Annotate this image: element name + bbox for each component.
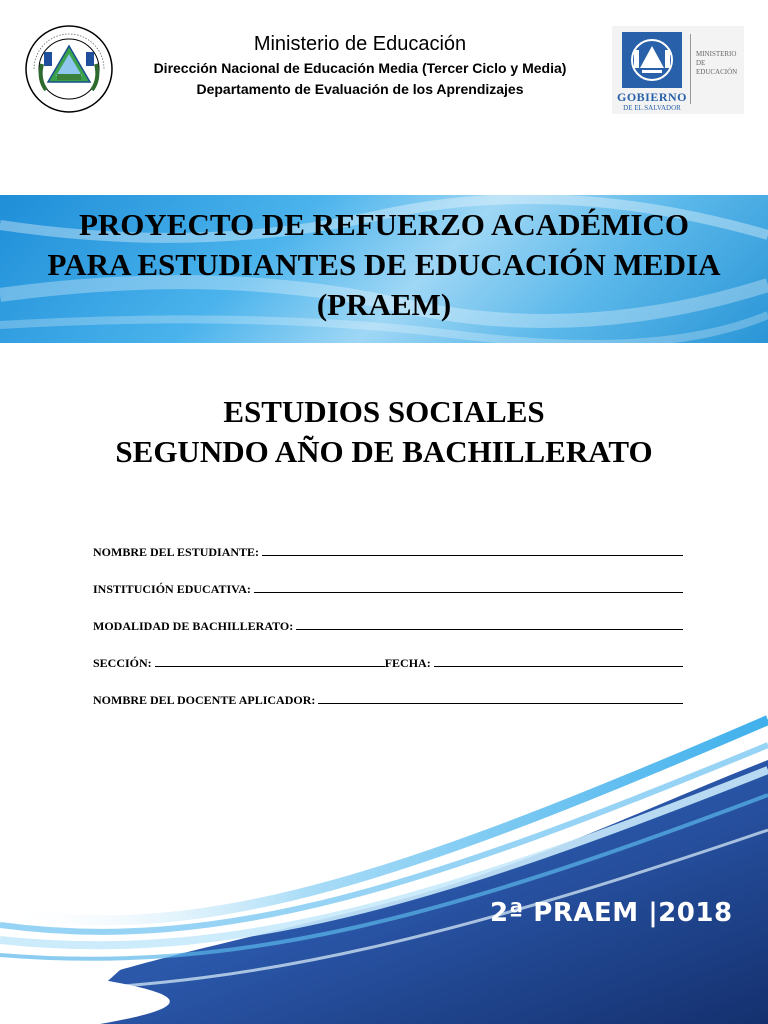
date-field[interactable] [434, 657, 683, 667]
program-title-line2: PARA ESTUDIANTES DE EDUCACIÓN MEDIA [47, 247, 721, 282]
subject-title [0, 392, 768, 472]
header-block [120, 30, 600, 100]
department-line: Departamento de Evaluación de los Aprendizajes [196, 81, 524, 97]
ministry-title: Ministerio de Educación [253, 33, 467, 55]
ministry-logo-line2: DE EDUCACIÓN [696, 59, 738, 76]
teacher-label: NOMBRE DEL DOCENTE APLICADOR: [93, 693, 316, 707]
title-banner [0, 195, 768, 343]
institution-label: INSTITUCIÓN EDUCATIVA: [93, 582, 251, 596]
student-name-row [93, 545, 683, 582]
institution-row [93, 582, 683, 619]
ministry-logo-text [696, 50, 744, 77]
edition-label: 2ª PRAEM |2018 [490, 898, 733, 928]
program-title [0, 205, 768, 325]
modality-row [93, 619, 683, 656]
ministry-logo-line1: MINISTERIO [696, 50, 737, 58]
el-salvador-seal [24, 24, 114, 114]
subject-line1: ESTUDIOS SOCIALES [223, 394, 545, 429]
modality-field[interactable] [296, 620, 683, 630]
gobierno-label: GOBIERNO [616, 90, 687, 104]
logo-divider [690, 34, 691, 104]
student-name-label: NOMBRE DEL ESTUDIANTE: [93, 545, 260, 559]
directorate-line: Dirección Nacional de Educación Media (Tercer Ciclo y Media) [153, 60, 567, 76]
section-field[interactable] [155, 657, 385, 667]
section-label: SECCIÓN: [93, 656, 152, 670]
government-logo [612, 26, 744, 114]
date-label: FECHA: [384, 656, 431, 670]
student-name-field[interactable] [262, 546, 683, 556]
program-title-line3: (PRAEM) [316, 287, 452, 322]
institution-field[interactable] [254, 583, 683, 593]
subject-line2: SEGUNDO AÑO DE BACHILLERATO [115, 434, 653, 469]
coat-of-arms-icon [622, 32, 682, 88]
modality-label: MODALIDAD DE BACHILLERATO: [93, 619, 294, 633]
country-label: DE EL SALVADOR [623, 104, 681, 112]
program-title-line1: PROYECTO DE REFUERZO ACADÉMICO [78, 207, 689, 242]
section-date-row [93, 656, 683, 693]
footer-wave-decoration [0, 700, 768, 1024]
